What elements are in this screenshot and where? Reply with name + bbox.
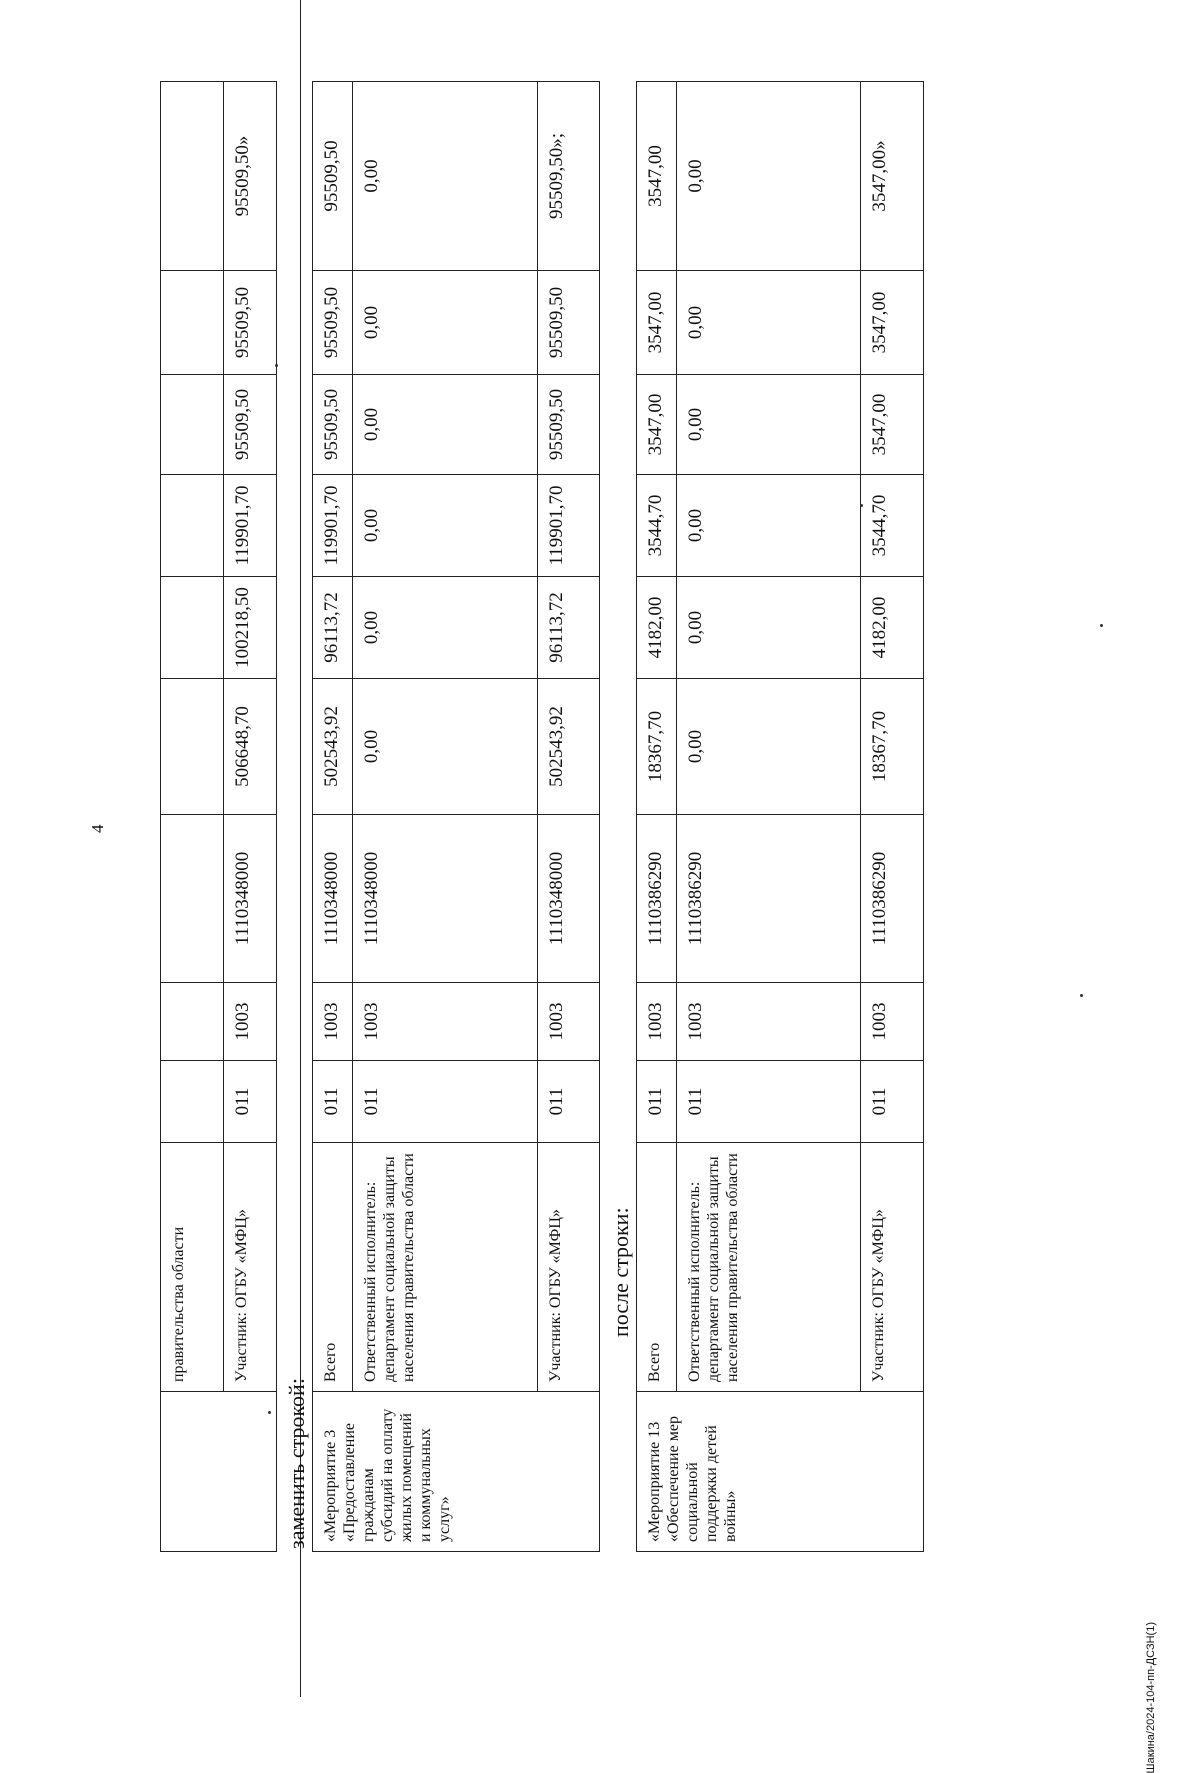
rzpr-cell: 1003 [313, 983, 353, 1061]
participant-cell: Ответственный исполнитель: департамент социальной защиты населения правительства области [353, 1143, 538, 1392]
activity-name-cell: «Мероприятие 3 «Предоставление гражданам субсидий на оплату жилых помещений и коммунальных услуг» [313, 1392, 600, 1552]
value-cell: 119901,70 [313, 475, 353, 577]
grbs-cell: 011 [353, 1061, 538, 1143]
value-cell: 0,00 [353, 375, 538, 475]
table-row [861, 82, 924, 1552]
value-cell: 3547,00 [861, 375, 924, 475]
value-cell: 3547,00 [637, 271, 677, 375]
rzpr-cell: 1003 [861, 983, 924, 1061]
participant-cell: Всего [313, 1143, 353, 1392]
value-cell: 18367,70 [637, 679, 677, 815]
scan-speck [268, 1411, 271, 1414]
participant-cell: правительства области [161, 1143, 224, 1392]
value-cell: 95509,50 [538, 375, 600, 475]
participant-cell: Ответственный исполнитель: департамент социальной защиты населения правительства области [677, 1143, 861, 1392]
grbs-cell: 011 [224, 1061, 277, 1143]
participant-cell: Участник: ОГБУ «МФЦ» [224, 1143, 277, 1392]
rzpr-cell: 1003 [224, 983, 277, 1061]
value-cell: 4182,00 [861, 577, 924, 679]
value-cell: 100218,50 [224, 577, 277, 679]
value-cell: 0,00 [677, 577, 861, 679]
value-cell: 95509,50»; [538, 82, 600, 271]
scan-speck [1080, 994, 1083, 997]
value-cell: 95509,50 [313, 82, 353, 271]
rzpr-cell: 1003 [677, 983, 861, 1061]
value-cell: 0,00 [353, 577, 538, 679]
value-cell: 95509,50 [224, 271, 277, 375]
table-row [538, 82, 600, 1552]
value-cell: 502543,92 [313, 679, 353, 815]
csr-cell: 1110348000 [538, 815, 600, 983]
value-cell: 4182,00 [637, 577, 677, 679]
participant-cell: Всего [637, 1143, 677, 1392]
grbs-cell: 011 [677, 1061, 861, 1143]
value-cell: 0,00 [677, 82, 861, 271]
value-cell: 3547,00» [861, 82, 924, 271]
value-cell: 0,00 [677, 375, 861, 475]
csr-cell: 1110348000 [313, 815, 353, 983]
value-cell: 0,00 [677, 271, 861, 375]
empty-name-cell [161, 1392, 277, 1552]
value-cell: 18367,70 [861, 679, 924, 815]
value-cell: 119901,70 [224, 475, 277, 577]
table-after [636, 81, 924, 1552]
rzpr-cell: 1003 [538, 983, 600, 1061]
rzpr-cell: 1003 [353, 983, 538, 1061]
value-cell: 95509,50 [313, 271, 353, 375]
value-cell: 96113,72 [313, 577, 353, 679]
participant-cell: Участник: ОГБУ «МФЦ» [861, 1143, 924, 1392]
table-row [313, 82, 353, 1552]
csr-cell: 1110386290 [677, 815, 861, 983]
scan-speck [1100, 624, 1103, 627]
participant-cell: Участник: ОГБУ «МФЦ» [538, 1143, 600, 1392]
table-row [677, 82, 861, 1552]
grbs-cell: 011 [637, 1061, 677, 1143]
value-cell: 119901,70 [538, 475, 600, 577]
csr-cell: 1110348000 [353, 815, 538, 983]
value-cell: 3544,70 [637, 475, 677, 577]
value-cell: 0,00 [353, 271, 538, 375]
table-row [353, 82, 538, 1552]
value-cell: 3547,00 [637, 375, 677, 475]
value-cell: 95509,50 [224, 375, 277, 475]
value-cell: 0,00 [353, 475, 538, 577]
value-cell: 3547,00 [637, 82, 677, 271]
grbs-cell: 011 [313, 1061, 353, 1143]
csr-cell: 1110348000 [224, 815, 277, 983]
table-row [637, 82, 677, 1552]
value-cell: 0,00 [353, 82, 538, 271]
value-cell: 3544,70 [861, 475, 924, 577]
scan-speck [275, 364, 278, 367]
table-replace [312, 81, 600, 1552]
csr-cell: 1110386290 [861, 815, 924, 983]
value-cell: 502543,92 [538, 679, 600, 815]
value-cell: 0,00 [353, 679, 538, 815]
csr-cell: 1110386290 [637, 815, 677, 983]
value-cell: 95509,50» [224, 82, 277, 271]
rzpr-cell: 1003 [637, 983, 677, 1061]
page-number: 4 [88, 824, 107, 833]
value-cell: 3547,00 [861, 271, 924, 375]
footer-code: Шакина/2024-104-пп-ДСЗН(1) [1145, 1622, 1157, 1773]
value-cell: 95509,50 [538, 271, 600, 375]
value-cell: 0,00 [677, 679, 861, 815]
table-row [224, 82, 277, 1552]
replace-label: заменить строкой: [284, 1378, 309, 1549]
activity-name-cell: «Мероприятие 13 «Обеспечение мер социальной поддержки детей войны» [637, 1392, 924, 1552]
value-cell: 95509,50 [313, 375, 353, 475]
scan-speck [860, 504, 863, 507]
table-top [160, 81, 277, 1552]
value-cell: 0,00 [677, 475, 861, 577]
table-row [161, 82, 224, 1552]
grbs-cell: 011 [861, 1061, 924, 1143]
grbs-cell: 011 [538, 1061, 600, 1143]
value-cell: 96113,72 [538, 577, 600, 679]
after-label: после строки: [608, 1207, 633, 1337]
value-cell: 506648,70 [224, 679, 277, 815]
